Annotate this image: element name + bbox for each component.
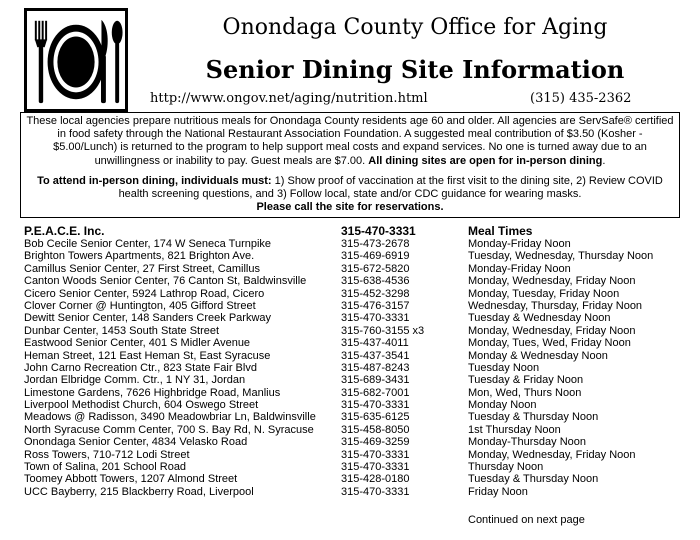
site-meal-times: Wednesday, Thursday, Friday Noon	[468, 299, 643, 312]
site-name: Heman Street, 121 East Heman St, East Syracuse	[24, 349, 271, 362]
table-row	[24, 449, 680, 461]
table-row	[24, 337, 680, 349]
site-meal-times: Tuesday Noon	[468, 361, 540, 374]
site-phone: 315-476-3157	[341, 299, 410, 312]
site-name: Brighton Towers Apartments, 821 Brighton Ave.	[24, 250, 255, 263]
table-header	[24, 224, 680, 238]
table-row	[24, 473, 680, 485]
table-row	[24, 312, 680, 324]
site-name: Dunbar Center, 1453 South State Street	[24, 324, 220, 337]
table-row	[24, 399, 680, 411]
site-meal-times: Tuesday & Friday Noon	[468, 374, 584, 387]
site-phone: 315-635-6125	[341, 411, 410, 424]
site-name: John Carno Recreation Ctr., 823 State Fair Blvd	[24, 361, 257, 374]
office-phone: (315) 435-2362	[530, 91, 632, 106]
site-phone: 315-437-3541	[341, 349, 410, 362]
table-row	[24, 374, 680, 386]
site-meal-times: Monday-Friday Noon	[468, 262, 571, 275]
site-name: North Syracuse Comm Center, 700 S. Bay Rd, N. Syracuse	[24, 423, 314, 436]
notice-box	[20, 112, 680, 218]
site-meal-times: Monday Noon	[468, 399, 537, 412]
site-phone: 315-469-3259	[341, 436, 410, 449]
site-phone: 315-470-3331	[341, 399, 410, 412]
site-name: Canton Woods Senior Center, 76 Canton St, Baldwinsville	[24, 275, 307, 288]
site-meal-times: Monday, Wednesday, Friday Noon	[468, 448, 636, 461]
continued-note: Continued on next page	[468, 514, 585, 526]
site-meal-times: Monday & Wednesday Noon	[468, 349, 608, 362]
site-meal-times: Mon, Wed, Thurs Noon	[468, 386, 582, 399]
site-meal-times: Monday, Wednesday, Friday Noon	[468, 275, 636, 288]
site-meal-times: Monday, Tues, Wed, Friday Noon	[468, 337, 631, 350]
site-name: Cicero Senior Center, 5924 Lathrop Road, Cicero	[24, 287, 265, 300]
page-title: Senior Dining Site Information	[205, 55, 625, 84]
site-meal-times: Tuesday & Thursday Noon	[468, 411, 599, 424]
table-row	[24, 288, 680, 300]
provider-phone: 315-470-3331	[341, 224, 416, 238]
site-phone: 315-672-5820	[341, 262, 410, 275]
site-name: Toomey Abbott Towers, 1207 Almond Street	[24, 473, 238, 486]
site-name: Camillus Senior Center, 27 First Street, Camillus	[24, 262, 260, 275]
table-row	[24, 461, 680, 473]
site-meal-times: 1st Thursday Noon	[468, 423, 561, 436]
site-name: Dewitt Senior Center, 148 Sanders Creek Parkway	[24, 312, 272, 325]
site-phone: 315-437-4011	[341, 337, 409, 350]
table-row	[24, 250, 680, 262]
site-phone: 315-469-6919	[341, 250, 410, 263]
notice-paragraph-3: Please call the site for reservations.	[256, 201, 444, 214]
site-meal-times: Tuesday & Thursday Noon	[468, 473, 599, 486]
plate-fork-knife-spoon-icon	[24, 8, 128, 112]
site-meal-times: Thursday Noon	[468, 461, 544, 474]
notice-paragraph-2: To attend in-person dining, individuals must: 1) Show proof of vaccination at the first visit to the dining site, 2) Review COVID health screening questions, and 3) Follow local, state and/or CDC guidance for wearing masks.	[37, 174, 663, 201]
site-meal-times: Monday-Thursday Noon	[468, 436, 587, 449]
website-link[interactable]: http://www.ongov.net/aging/nutrition.html	[150, 91, 428, 106]
table-row	[24, 238, 680, 250]
site-meal-times: Monday, Wednesday, Friday Noon	[468, 324, 636, 337]
site-phone: 315-470-3331	[341, 461, 410, 474]
site-phone: 315-452-3298	[341, 287, 410, 300]
table-row	[24, 263, 680, 275]
table-row	[24, 436, 680, 448]
notice-paragraph-1: These local agencies prepare nutritious meals for Onondaga County residents age 60 and older. All agencies are ServSafe® certified in food safety through the National Restaurant Association Foundation. A suggested meal contribution of $3.50 (Kosher - $5.00/Lunch) is returned to the program to help support meal costs and expand services. No one is turned away due to an unwillingness or inability to pay. Guest meals are $7.00. All dining sites are open for in-person dining.	[26, 115, 674, 167]
site-meal-times: Tuesday, Wednesday, Thursday Noon	[468, 250, 654, 263]
site-phone: 315-458-8050	[341, 423, 410, 436]
site-name: Eastwood Senior Center, 401 S Midler Avenue	[24, 337, 251, 350]
site-phone: 315-689-3431	[341, 374, 410, 387]
site-meal-times: Tuesday & Wednesday Noon	[468, 312, 611, 325]
provider-name: P.E.A.C.E. Inc.	[24, 224, 105, 238]
site-phone: 315-682-7001	[341, 386, 410, 399]
site-name: UCC Bayberry, 215 Blackberry Road, Liverpool	[24, 485, 254, 498]
table-row	[24, 325, 680, 337]
table-row	[24, 486, 680, 498]
site-meal-times: Monday, Tuesday, Friday Noon	[468, 287, 620, 300]
site-phone: 315-473-2678	[341, 238, 410, 250]
site-name: Meadows @ Radisson, 3490 Meadowbriar Ln, Baldwinsville	[24, 411, 316, 424]
site-phone: 315-470-3331	[341, 312, 410, 325]
org-name: Onondaga County Office for Aging	[222, 15, 608, 40]
table-row	[24, 350, 680, 362]
site-phone: 315-760-3155 x3	[341, 324, 425, 337]
site-phone: 315-428-0180	[341, 473, 410, 486]
table-row	[24, 424, 680, 436]
site-phone: 315-487-8243	[341, 361, 410, 374]
site-name: Liverpool Methodist Church, 604 Oswego Street	[24, 399, 259, 412]
site-name: Jordan Elbridge Comm. Ctr., 1 NY 31, Jordan	[24, 374, 246, 387]
meal-times-header: Meal Times	[468, 224, 533, 238]
site-meal-times: Friday Noon	[468, 485, 528, 498]
site-meal-times: Monday-Friday Noon	[468, 238, 571, 250]
site-phone: 315-638-4536	[341, 275, 410, 288]
site-name: Limestone Gardens, 7626 Highbridge Road, Manlius	[24, 386, 281, 399]
table-row	[24, 362, 680, 374]
site-name: Town of Salina, 201 School Road	[24, 461, 187, 474]
dining-site-table	[24, 224, 680, 498]
site-name: Clover Corner @ Huntington, 405 Gifford Street	[24, 299, 256, 312]
table-row	[24, 275, 680, 287]
site-name: Bob Cecile Senior Center, 174 W Seneca Turnpike	[24, 238, 272, 250]
table-row	[24, 387, 680, 399]
site-name: Onondaga Senior Center, 4834 Velasko Road	[24, 436, 248, 449]
site-name: Ross Towers, 710-712 Lodi Street	[24, 448, 190, 461]
site-phone: 315-470-3331	[341, 448, 410, 461]
table-row	[24, 300, 680, 312]
site-phone: 315-470-3331	[341, 485, 410, 498]
table-row	[24, 411, 680, 423]
